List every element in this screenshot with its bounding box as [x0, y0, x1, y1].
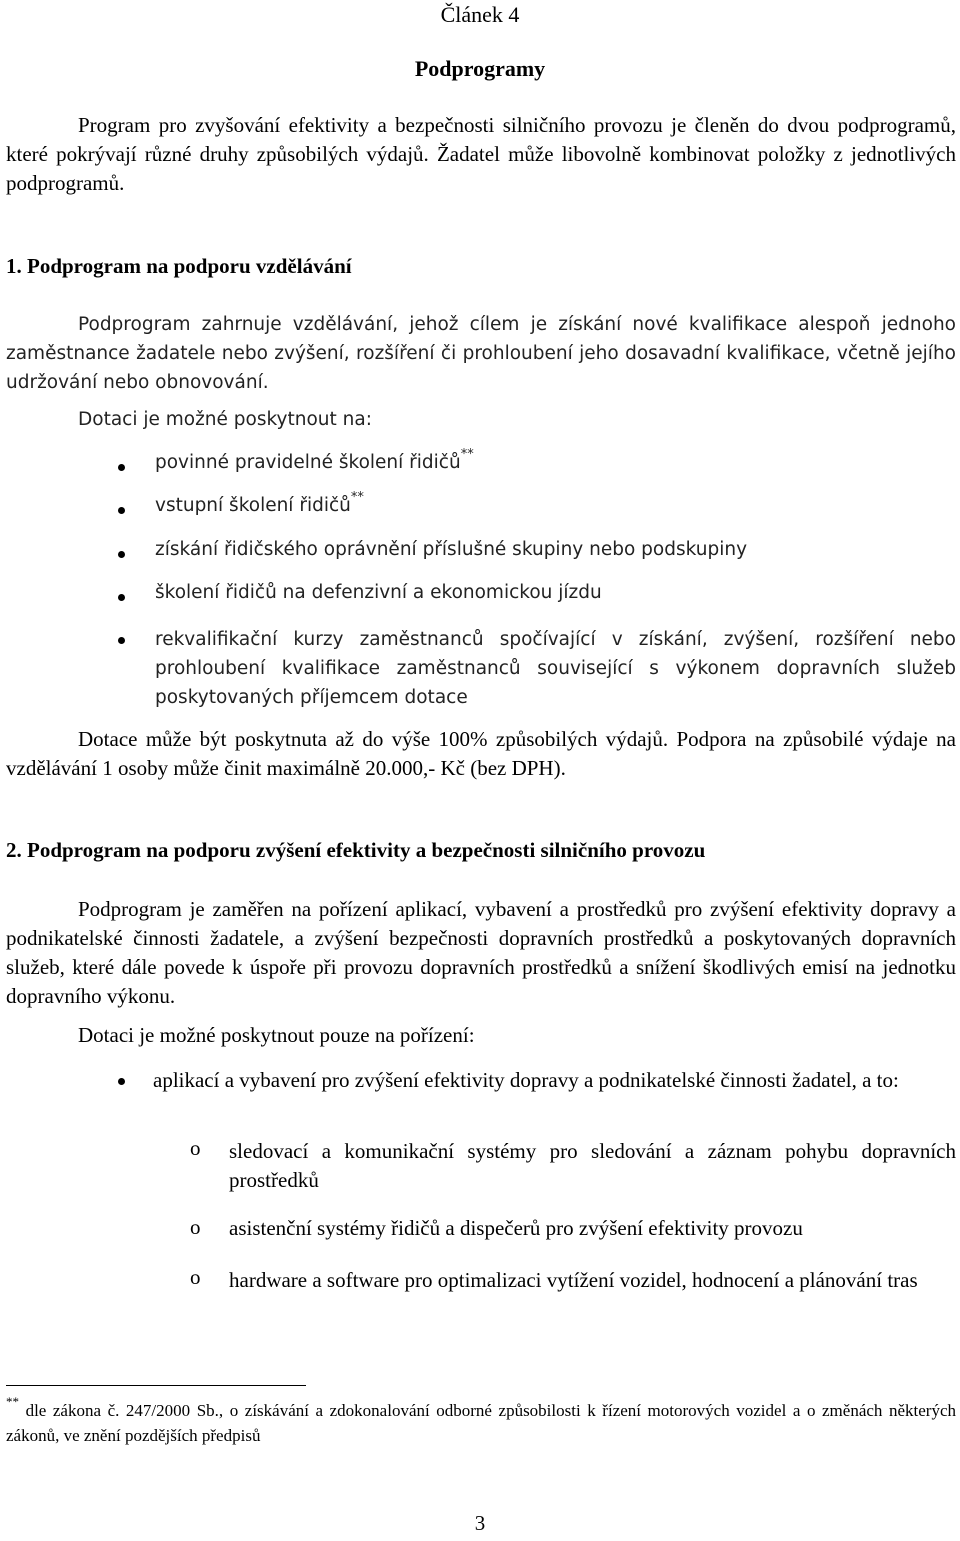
footnote-ref: **	[460, 447, 474, 462]
list-item	[155, 447, 474, 473]
circle-bullet-icon: o	[190, 1136, 201, 1160]
footnote	[6, 1394, 956, 1448]
bullet-icon	[118, 507, 125, 514]
sublist-item: asistenční systémy řidičů a dispečerů pro zvýšení efektivity provozu	[229, 1216, 803, 1240]
section1-paragraph: Podprogram zahrnuje vzdělávání, jehož cílem je získání nové kvalifikace alespoň jednoho zaměstnance žadatele nebo zvýšení, rozšíření či prohloubení jeho dosavadní kvalifikace, včetně jejího udržování nebo obnovování.	[6, 314, 956, 393]
sublist-item: sledovací a komunikační systémy pro sledování a záznam pohybu dopravních prostředků	[229, 1139, 956, 1192]
page-number: 3	[474, 1511, 486, 1535]
circle-bullet-icon: o	[190, 1265, 201, 1289]
list-item-text: vstupní školení řidičů	[155, 495, 351, 516]
list-item: rekvalifikační kurzy zaměstnanců spočívající v získání, zvýšení, rozšíření nebo prohloubení kvalifikace zaměstnanců související s výkonem dopravních služeb poskytovaných příjemcem dotace	[155, 629, 956, 708]
section1-lead: Dotaci je možné poskytnout na:	[78, 409, 372, 430]
article-number: Článek 4	[440, 2, 520, 27]
section2-paragraph: Podprogram je zaměřen na pořízení aplikací, vybavení a prostředků pro zvýšení efektivity dopravy a podnikatelské činnosti žadatele, a zvýšení bezpečnosti dopravních prostředků a poskytovaných dopravních služeb, které dále povede k úspoře při provozu dopravních prostředků a snížení škodlivých emisí na jednotku dopravního výkonu.	[6, 897, 956, 1008]
bullet-icon	[118, 1078, 125, 1085]
article-title: Podprogramy	[414, 56, 546, 81]
footnote-text: dle zákona č. 247/2000 Sb., o získávání a zdokonalování odborné způsobilosti k řízení motorových vozidel a o změnách některých zákonů, ve znění pozdějších předpisů	[6, 1401, 956, 1445]
intro-paragraph: Program pro zvyšování efektivity a bezpečnosti silničního provozu je členěn do dvou podprogramů, které pokrývají různé druhy způsobilých výdajů. Žadatel může libovolně kombinovat položky z jednotlivých podprogramů.	[6, 113, 956, 195]
list-item: školení řidičů na defenzivní a ekonomickou jízdu	[155, 582, 602, 603]
footnote-mark: **	[6, 1394, 19, 1409]
list-item	[155, 490, 364, 516]
section2-lead: Dotaci je možné poskytnout pouze na pořízení:	[78, 1023, 475, 1047]
section2-heading: 2. Podprogram na podporu zvýšení efektivity a bezpečnosti silničního provozu	[6, 838, 706, 862]
circle-bullet-icon: o	[190, 1215, 201, 1239]
bullet-icon	[118, 464, 125, 471]
section1-closing: Dotace může být poskytnuta až do výše 100% způsobilých výdajů. Podpora na způsobilé výdaje na vzdělávání 1 osoby může činit maximálně 20.000,- Kč (bez DPH).	[6, 727, 956, 780]
bullet-icon	[118, 594, 125, 601]
footnote-ref: **	[350, 490, 364, 505]
list-item-text: povinné pravidelné školení řidičů	[155, 452, 461, 473]
footnote-divider	[6, 1385, 306, 1386]
section1-heading: 1. Podprogram na podporu vzdělávání	[6, 254, 352, 278]
list-item: získání řidičského oprávnění příslušné skupiny nebo podskupiny	[155, 539, 748, 560]
bullet-icon	[118, 551, 125, 558]
section2-item: aplikací a vybavení pro zvýšení efektivity dopravy a podnikatelské činnosti žadatel, a to:	[153, 1068, 899, 1092]
bullet-icon	[118, 637, 125, 644]
sublist-item: hardware a software pro optimalizaci vytížení vozidel, hodnocení a plánování tras	[229, 1268, 918, 1292]
